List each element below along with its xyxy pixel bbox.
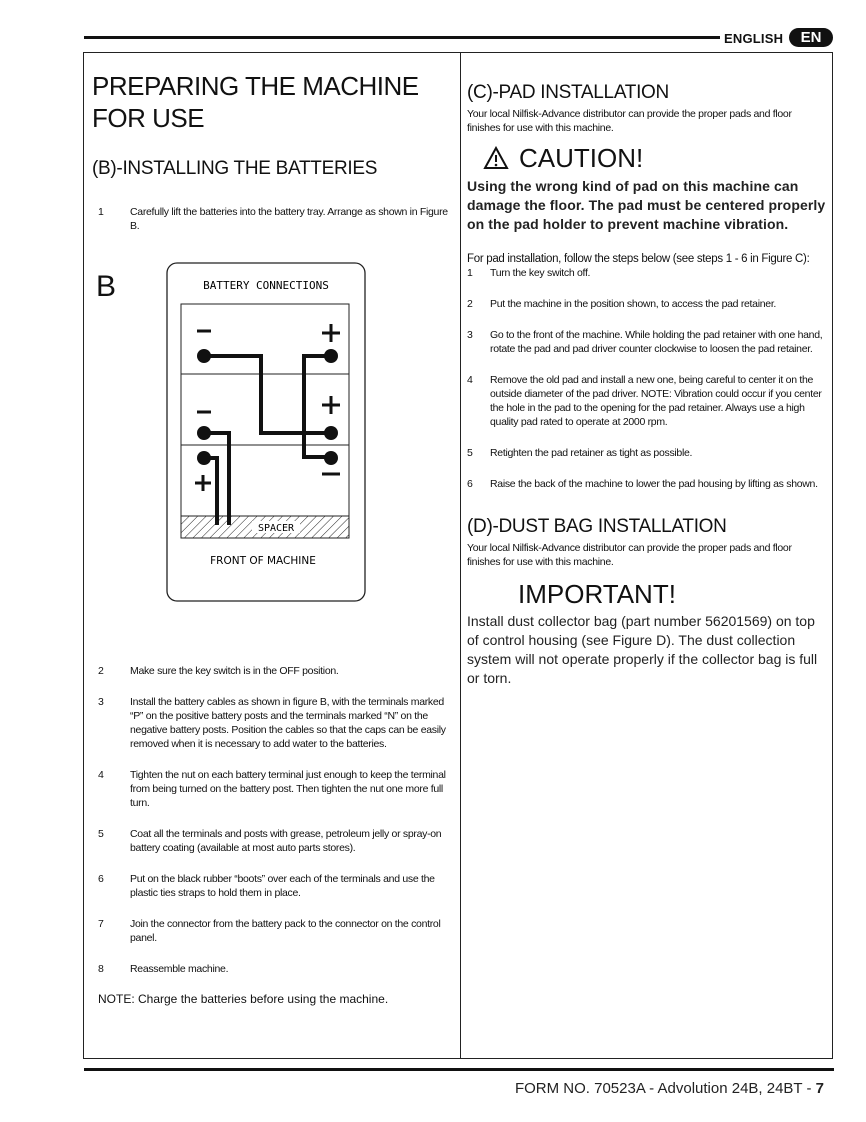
- figure-b: [92, 261, 454, 681]
- battery-note: NOTE: Charge the batteries before using the machine.: [98, 992, 389, 1006]
- column-divider: [460, 53, 461, 1058]
- important-text: Install dust collector bag (part number 56201569) on top of control housing (see Figure D). The dust collection system will not operate properly if the collector bag is full or torn.: [467, 613, 818, 686]
- important-heading: IMPORTANT!: [518, 579, 676, 609]
- page-title-line2: FOR USE: [92, 103, 205, 133]
- left-step-1: 1 Carefully lift the batteries into the battery tray. Arrange as shown in Figure B.: [98, 206, 448, 232]
- left-step-3: 3 Install the battery cables as shown in figure B, with the terminals marked “P” on the positive battery posts and the terminals marked “N” on the negative battery posts. Position the cables so that the caps can be easily removed when it is necessary to add water to the batteries.: [98, 696, 446, 750]
- left-column: [92, 70, 454, 1007]
- left-step-2: 2 Make sure the key switch is in the OFF position.: [98, 665, 339, 677]
- right-step-5: 5 Retighten the pad retainer as tight as possible.: [467, 447, 693, 459]
- footer-rule: [84, 1068, 834, 1071]
- section-d-intro: Your local Nilfisk-Advance distributor can provide the proper pads and floor finishes for use with this machine.: [467, 542, 792, 568]
- terminal-b2-neg: [197, 426, 211, 440]
- spacer-label: SPACER: [257, 523, 295, 534]
- figure-label: B: [96, 270, 117, 303]
- right-step-6: 6 Raise the back of the machine to lower the pad housing by lifting as shown.: [467, 478, 818, 490]
- page-footer: [515, 1080, 824, 1097]
- terminal-b2-pos: [324, 426, 338, 440]
- left-step-8: 8 Reassemble machine.: [98, 963, 229, 975]
- pad-install-intro: For pad installation, follow the steps below (see steps 1 - 6 in Figure C):: [467, 253, 810, 265]
- front-of-machine-label: FRONT OF MACHINE: [210, 555, 316, 567]
- cable-1: [204, 356, 331, 433]
- terminal-b1-pos: [324, 349, 338, 363]
- battery-terminals: [197, 349, 338, 465]
- section-b-heading: (B)-INSTALLING THE BATTERIES: [92, 158, 378, 179]
- caution-title: CAUTION!: [519, 143, 644, 173]
- right-step-3: 3 Go to the front of the machine. While holding the pad retainer with one hand, rotate the pad and pad driver counter clockwise to loosen the pad retainer.: [467, 329, 823, 355]
- right-step-2: 2 Put the machine in the position shown, to access the pad retainer.: [467, 298, 777, 310]
- language-label: ENGLISH: [724, 31, 784, 46]
- page-title-line1: PREPARING THE MACHINE: [92, 71, 419, 101]
- left-step-7: 7 Join the connector from the battery pack to the connector on the control panel.: [98, 918, 441, 944]
- section-d-heading: (D)-DUST BAG INSTALLATION: [467, 516, 727, 537]
- section-c-heading: (C)-PAD INSTALLATION: [467, 82, 669, 103]
- left-step-4: 4 Tighten the nut on each battery terminal just enough to keep the terminal from being turned on the battery post. Then tighten the nut one more full turn.: [98, 769, 446, 809]
- terminal-b3-pos: [197, 451, 211, 465]
- terminal-b3-neg: [324, 451, 338, 465]
- header-rule: [84, 36, 720, 39]
- language-badge: EN: [789, 28, 833, 47]
- form-number: FORM NO. 70523A - Advolution 24B, 24BT -: [514, 1080, 816, 1097]
- right-step-4: 4 Remove the old pad and install a new one, being careful to center it on the outside diameter of the pad driver. NOTE: Vibration could occur if you center the hole in the pad to the opening for the pad retainer. Always use a high quality pad rated to operate at 2000 rpm.: [467, 374, 822, 428]
- right-step-1: 1 Turn the key switch off.: [467, 267, 591, 279]
- battery-diagram: [164, 261, 384, 606]
- battery-cables: [204, 356, 331, 525]
- caution-heading: [483, 143, 827, 173]
- right-column: [467, 82, 827, 688]
- section-c-intro: Your local Nilfisk-Advance distributor can provide the proper pads and floor finishes for use with this machine.: [467, 108, 792, 134]
- cable-3: [204, 458, 217, 525]
- caution-text: Using the wrong kind of pad on this machine can damage the floor. The pad must be centered properly on the pad holder to prevent machine vibration.: [467, 178, 826, 232]
- page-title: [92, 70, 454, 134]
- page-number: 7: [815, 1080, 824, 1097]
- diagram-title: BATTERY CONNECTIONS: [203, 279, 329, 292]
- warning-triangle-icon: [483, 146, 509, 170]
- left-step-5: 5 Coat all the terminals and posts with grease, petroleum jelly or spray-on battery coating (available at most auto parts stores).: [98, 828, 442, 854]
- terminal-b1-neg: [197, 349, 211, 363]
- left-step-6: 6 Put on the black rubber “boots” over each of the terminals and use the plastic ties straps to hold them in place.: [98, 873, 435, 899]
